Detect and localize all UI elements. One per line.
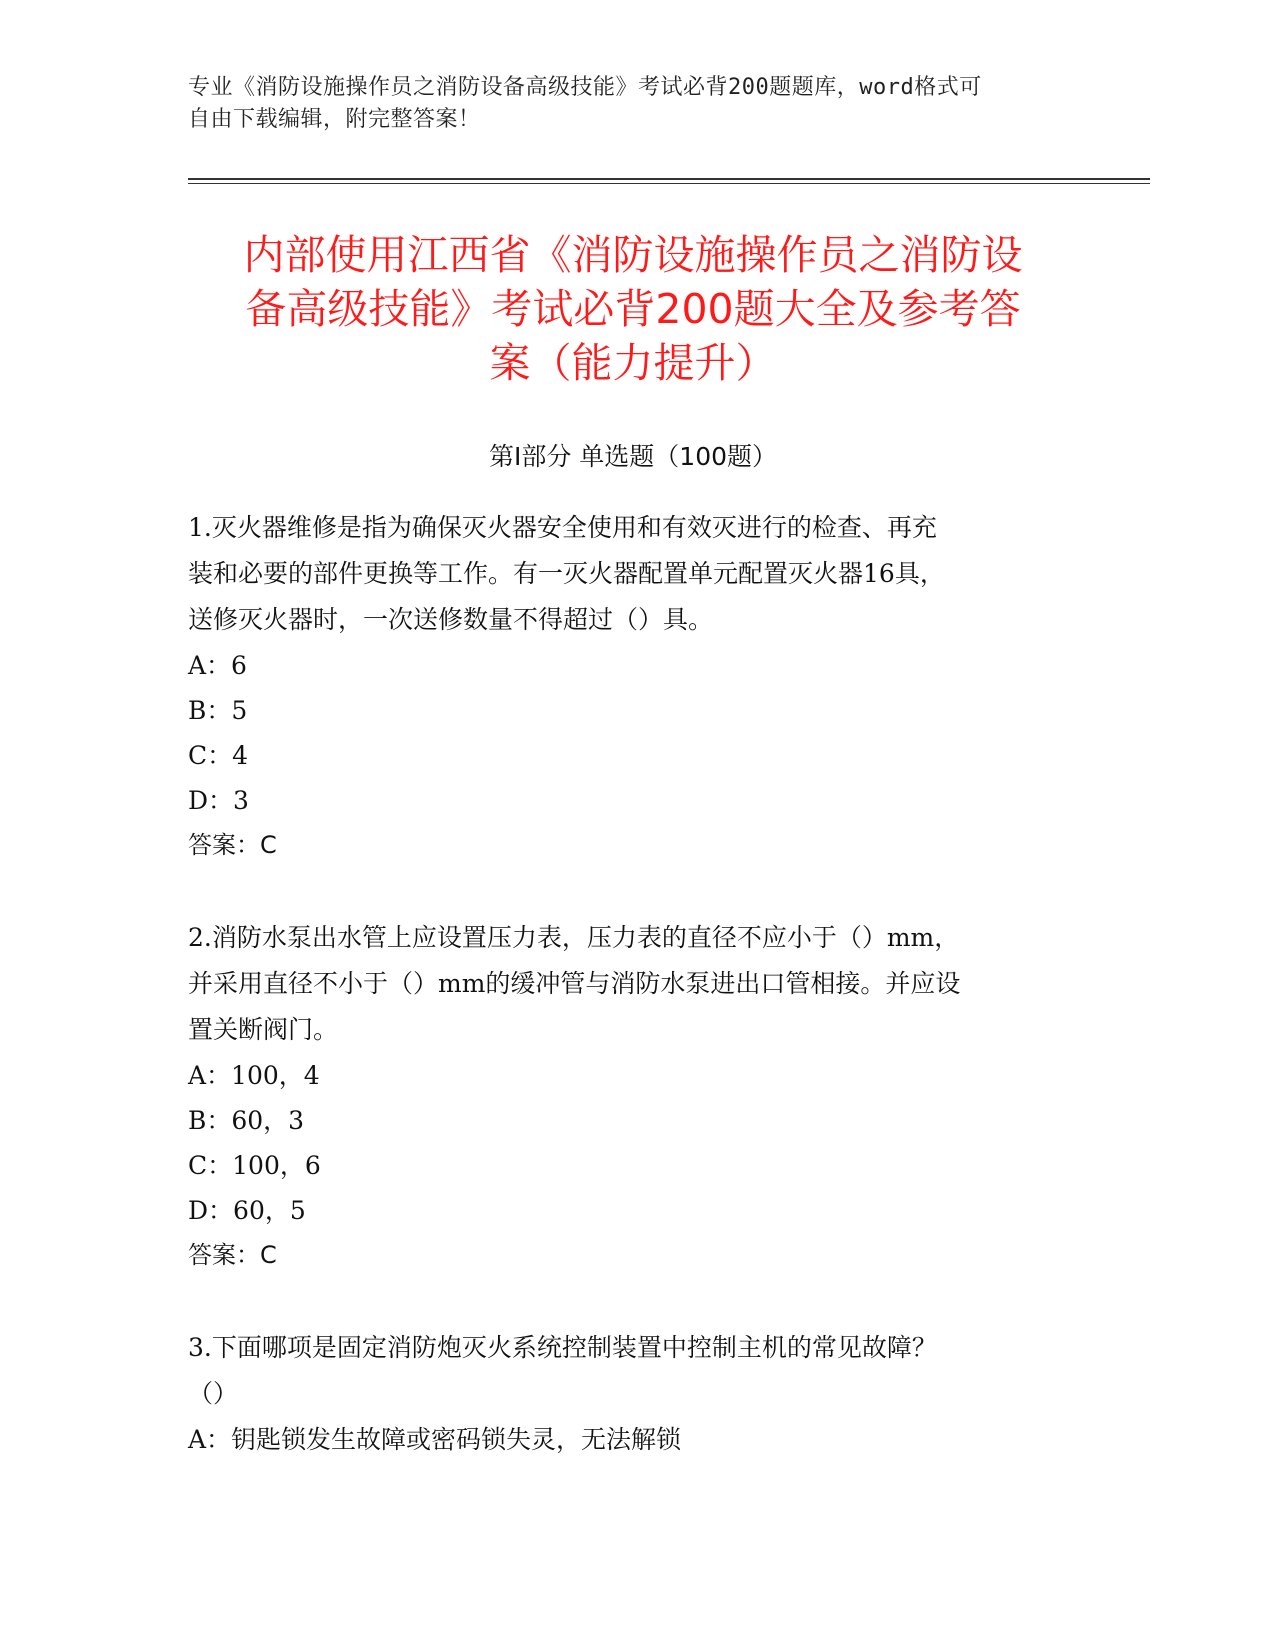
question-stem-line: （） bbox=[188, 1379, 239, 1408]
question-stem-line: 并采用直径不小于（）mm的缓冲管与消防水泵进出口管相接。并应设 bbox=[188, 969, 961, 998]
question-stem-line: 3.下面哪项是固定消防炮灭火系统控制装置中控制主机的常见故障？ bbox=[188, 1333, 937, 1362]
option-a: A：钥匙锁发生故障或密码锁失灵，无法解锁 bbox=[188, 1425, 682, 1454]
question-stem bbox=[188, 1325, 1078, 1417]
option-a: A：100，4 bbox=[188, 1061, 320, 1090]
question-3 bbox=[188, 1325, 1078, 1462]
option-b: B：60，3 bbox=[188, 1106, 305, 1135]
document-title bbox=[188, 228, 1078, 390]
question-stem-line: 送修灭火器时，一次送修数量不得超过（）具。 bbox=[188, 605, 714, 634]
option-c: C：100，6 bbox=[188, 1151, 321, 1180]
section-heading: 第Ⅰ部分 单选题（100题） bbox=[488, 442, 778, 471]
option-a: A：6 bbox=[188, 651, 247, 680]
answer: 答案：C bbox=[188, 831, 277, 859]
option-b: B：5 bbox=[188, 696, 248, 725]
option-d: D：60，5 bbox=[188, 1196, 306, 1225]
option-d: D：3 bbox=[188, 786, 249, 815]
document-title-line: 内部使用江西省《消防设施操作员之消防设 bbox=[243, 231, 1023, 279]
question-stem bbox=[188, 915, 1078, 1053]
header-divider-thick bbox=[188, 178, 1150, 180]
document-title-line: 备高级技能》考试必背200题大全及参考答 bbox=[245, 285, 1021, 333]
header-note bbox=[188, 72, 1068, 136]
header-divider-thin bbox=[188, 183, 1150, 184]
option-c: C：4 bbox=[188, 741, 249, 770]
question-stem-line: 装和必要的部件更换等工作。有一灭火器配置单元配置灭火器16具， bbox=[188, 559, 945, 588]
question-stem bbox=[188, 505, 1078, 643]
header-note-line: 专业《消防设施操作员之消防设备高级技能》考试必背200题题库，word格式可 bbox=[188, 75, 982, 100]
question-1 bbox=[188, 505, 1078, 868]
question-stem-line: 1.灭火器维修是指为确保灭火器安全使用和有效灭进行的检查、再充 bbox=[188, 513, 937, 542]
question-stem-line: 2.消防水泵出水管上应设置压力表，压力表的直径不应小于（）mm， bbox=[188, 923, 960, 952]
answer: 答案：C bbox=[188, 1241, 277, 1269]
header-note-line: 自由下载编辑，附完整答案！ bbox=[188, 107, 481, 132]
question-2 bbox=[188, 915, 1078, 1278]
question-stem-line: 置关断阀门。 bbox=[188, 1015, 339, 1044]
document-title-line: 案（能力提升） bbox=[489, 339, 777, 387]
